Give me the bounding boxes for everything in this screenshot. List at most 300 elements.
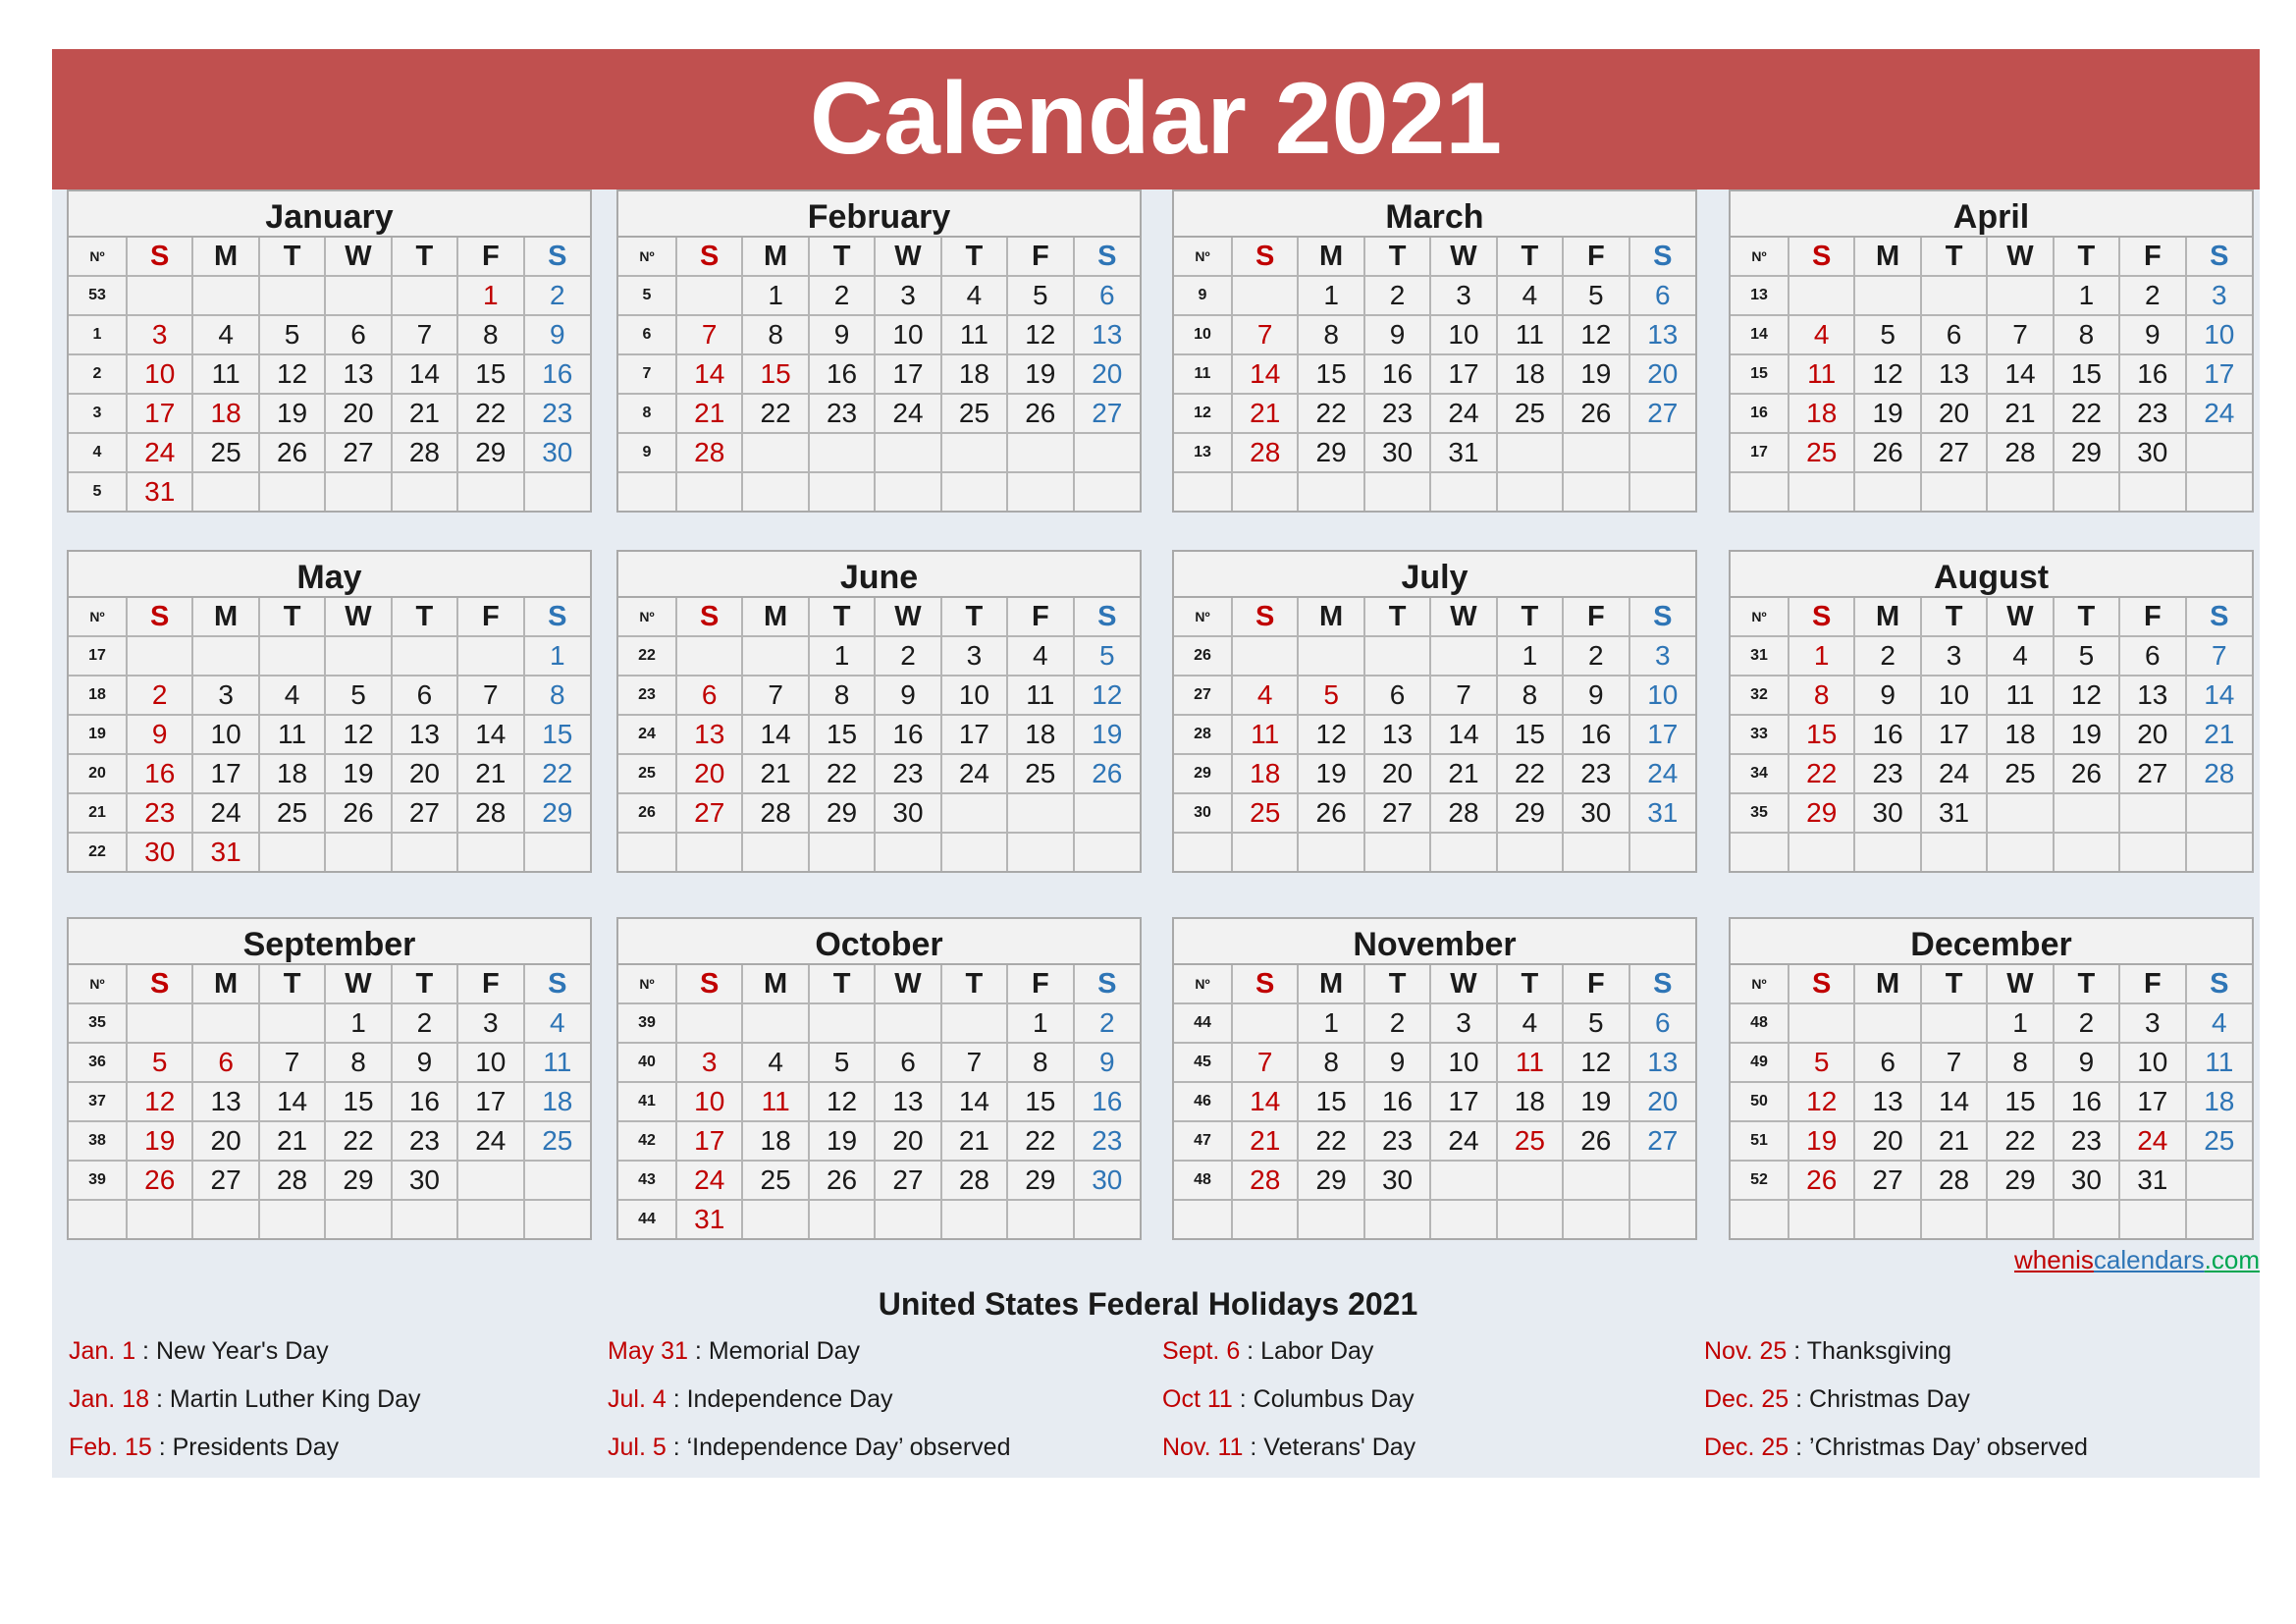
day-cell	[742, 636, 808, 676]
weekday-header: W	[325, 598, 391, 636]
day-cell	[941, 472, 1007, 511]
day-cell: 20	[1921, 394, 1987, 433]
day-cell: 5	[1563, 1003, 1629, 1043]
day-cell: 14	[1921, 1082, 1987, 1121]
day-cell	[1789, 276, 1854, 315]
holiday-item	[608, 1434, 1010, 1482]
day-cell: 27	[192, 1161, 258, 1200]
week-number: 41	[618, 1082, 676, 1121]
week-number	[1174, 472, 1232, 511]
month-table	[1174, 238, 1695, 511]
day-cell: 17	[1629, 715, 1695, 754]
day-cell: 7	[1232, 315, 1298, 354]
day-cell	[1921, 833, 1987, 871]
day-cell	[1921, 276, 1987, 315]
holiday-date: Nov. 11	[1162, 1434, 1244, 1461]
day-cell	[192, 636, 258, 676]
day-cell	[392, 472, 457, 511]
day-cell: 13	[192, 1082, 258, 1121]
day-cell	[1629, 472, 1695, 511]
day-cell	[941, 793, 1007, 833]
weekday-header: S	[127, 238, 192, 276]
weekday-header: M	[742, 965, 808, 1003]
week-number-header: Nº	[1174, 598, 1232, 636]
day-cell: 25	[742, 1161, 808, 1200]
day-cell: 3	[2119, 1003, 2185, 1043]
weekday-header: M	[742, 598, 808, 636]
weekday-header: S	[1232, 598, 1298, 636]
holiday-name: ’Christmas Day’ observed	[1809, 1434, 2088, 1461]
week-row	[1731, 715, 2252, 754]
day-cell: 7	[1921, 1043, 1987, 1082]
month-april	[1729, 189, 2254, 513]
day-cell: 7	[457, 676, 523, 715]
day-cell: 30	[127, 833, 192, 871]
week-row	[618, 394, 1140, 433]
day-cell	[1364, 1200, 1430, 1238]
day-cell	[2054, 793, 2119, 833]
weekday-header: F	[1563, 965, 1629, 1003]
day-cell: 13	[1364, 715, 1430, 754]
day-cell	[742, 1003, 808, 1043]
week-number	[1731, 833, 1789, 871]
day-cell: 6	[676, 676, 742, 715]
week-row	[1731, 472, 2252, 511]
weekday-header: S	[1789, 965, 1854, 1003]
day-cell	[457, 1161, 523, 1200]
week-row	[1731, 1161, 2252, 1200]
week-row	[1174, 354, 1695, 394]
weekday-header: S	[524, 965, 590, 1003]
day-cell: 14	[1987, 354, 2053, 394]
day-cell	[1563, 472, 1629, 511]
day-cell: 28	[392, 433, 457, 472]
day-cell: 13	[1629, 1043, 1695, 1082]
day-cell: 18	[1232, 754, 1298, 793]
day-cell: 23	[1364, 394, 1430, 433]
website-part-2[interactable]: calendars	[2093, 1245, 2205, 1274]
day-cell	[2119, 1200, 2185, 1238]
weekday-header-row	[618, 238, 1140, 276]
day-cell: 16	[2054, 1082, 2119, 1121]
day-cell	[1563, 833, 1629, 871]
week-number: 29	[1174, 754, 1232, 793]
calendar-title: Calendar 2021	[809, 62, 1503, 176]
week-number: 10	[1174, 315, 1232, 354]
weekday-header: F	[1007, 965, 1073, 1003]
day-cell: 8	[1007, 1043, 1073, 1082]
day-cell: 23	[875, 754, 940, 793]
day-cell: 12	[127, 1082, 192, 1121]
day-cell	[457, 472, 523, 511]
weekday-header: F	[1007, 238, 1073, 276]
weekday-header-row	[1731, 598, 2252, 636]
day-cell: 6	[1854, 1043, 1920, 1082]
week-row	[1174, 433, 1695, 472]
day-cell: 27	[1629, 394, 1695, 433]
day-cell: 11	[259, 715, 325, 754]
month-table	[69, 238, 590, 511]
day-cell: 22	[524, 754, 590, 793]
day-cell: 14	[742, 715, 808, 754]
month-table	[1174, 598, 1695, 871]
week-row	[1174, 636, 1695, 676]
day-cell: 30	[524, 433, 590, 472]
day-cell: 10	[1430, 315, 1496, 354]
weekday-header: S	[1629, 238, 1695, 276]
day-cell	[1007, 433, 1073, 472]
month-title: August	[1731, 552, 2252, 598]
week-row	[1731, 394, 2252, 433]
week-row	[1731, 1082, 2252, 1121]
day-cell: 21	[1232, 394, 1298, 433]
day-cell: 10	[1921, 676, 1987, 715]
week-row	[69, 754, 590, 793]
day-cell: 26	[325, 793, 391, 833]
weekday-header: M	[192, 598, 258, 636]
day-cell: 1	[457, 276, 523, 315]
day-cell: 7	[742, 676, 808, 715]
day-cell: 1	[742, 276, 808, 315]
weekday-header: S	[1629, 598, 1695, 636]
day-cell: 24	[875, 394, 940, 433]
day-cell: 5	[2054, 636, 2119, 676]
website-link[interactable]	[2014, 1245, 2260, 1275]
week-row	[69, 1043, 590, 1082]
day-cell: 14	[2186, 676, 2252, 715]
day-cell: 23	[1364, 1121, 1430, 1161]
month-january	[67, 189, 592, 513]
day-cell: 7	[676, 315, 742, 354]
day-cell: 10	[192, 715, 258, 754]
week-row	[69, 676, 590, 715]
day-cell: 26	[1563, 394, 1629, 433]
day-cell: 30	[392, 1161, 457, 1200]
weekday-header: T	[1921, 238, 1987, 276]
day-cell: 18	[1789, 394, 1854, 433]
week-row	[69, 1121, 590, 1161]
day-cell: 12	[1298, 715, 1363, 754]
week-number: 12	[1174, 394, 1232, 433]
week-number: 13	[1174, 433, 1232, 472]
week-row	[618, 1121, 1140, 1161]
weekday-header: F	[1563, 238, 1629, 276]
day-cell	[1563, 1161, 1629, 1200]
week-row	[69, 1161, 590, 1200]
day-cell: 31	[127, 472, 192, 511]
week-row	[1731, 315, 2252, 354]
weekday-header: M	[742, 238, 808, 276]
weekday-header: T	[941, 965, 1007, 1003]
week-row	[618, 1200, 1140, 1238]
day-cell: 12	[809, 1082, 875, 1121]
day-cell	[1298, 1200, 1363, 1238]
weekday-header: T	[1921, 965, 1987, 1003]
week-number: 9	[1174, 276, 1232, 315]
day-cell: 21	[1921, 1121, 1987, 1161]
day-cell: 9	[1364, 1043, 1430, 1082]
week-row	[618, 315, 1140, 354]
month-title: May	[69, 552, 590, 598]
day-cell: 25	[1789, 433, 1854, 472]
day-cell: 31	[2119, 1161, 2185, 1200]
week-number: 2	[69, 354, 127, 394]
day-cell	[259, 636, 325, 676]
weekday-header: T	[392, 598, 457, 636]
week-number: 43	[618, 1161, 676, 1200]
day-cell	[325, 833, 391, 871]
day-cell: 20	[2119, 715, 2185, 754]
day-cell	[2186, 1161, 2252, 1200]
day-cell	[2054, 472, 2119, 511]
day-cell: 21	[1987, 394, 2053, 433]
week-row	[1731, 636, 2252, 676]
day-cell: 20	[1854, 1121, 1920, 1161]
week-row	[1174, 676, 1695, 715]
day-cell: 2	[392, 1003, 457, 1043]
day-cell	[1430, 472, 1496, 511]
week-number: 11	[1174, 354, 1232, 394]
month-table	[1174, 965, 1695, 1238]
day-cell	[1007, 472, 1073, 511]
day-cell: 9	[127, 715, 192, 754]
day-cell: 25	[1987, 754, 2053, 793]
day-cell: 29	[1497, 793, 1563, 833]
holiday-column	[1704, 1337, 2088, 1482]
day-cell: 26	[1789, 1161, 1854, 1200]
day-cell: 30	[1563, 793, 1629, 833]
holiday-item	[608, 1385, 1010, 1434]
day-cell: 28	[2186, 754, 2252, 793]
day-cell: 11	[192, 354, 258, 394]
week-row	[618, 472, 1140, 511]
week-row	[618, 1082, 1140, 1121]
week-number: 23	[618, 676, 676, 715]
weekday-header: M	[1854, 238, 1920, 276]
day-cell: 16	[524, 354, 590, 394]
day-cell: 21	[1232, 1121, 1298, 1161]
week-row	[618, 833, 1140, 871]
website-part-3[interactable]: .com	[2204, 1245, 2260, 1274]
day-cell	[742, 433, 808, 472]
month-february	[616, 189, 1142, 513]
day-cell: 1	[1789, 636, 1854, 676]
day-cell: 29	[1298, 1161, 1363, 1200]
month-december	[1729, 917, 2254, 1240]
holiday-separator: :	[1787, 1337, 1807, 1365]
day-cell: 25	[2186, 1121, 2252, 1161]
weekday-header-row	[1174, 965, 1695, 1003]
day-cell: 28	[742, 793, 808, 833]
day-cell	[1854, 1200, 1920, 1238]
day-cell	[1232, 276, 1298, 315]
day-cell: 1	[1298, 1003, 1363, 1043]
day-cell: 25	[192, 433, 258, 472]
day-cell	[524, 1161, 590, 1200]
month-table	[618, 965, 1140, 1238]
day-cell: 19	[1298, 754, 1363, 793]
weekday-header: T	[259, 598, 325, 636]
day-cell: 23	[1074, 1121, 1140, 1161]
day-cell	[875, 833, 940, 871]
day-cell: 16	[1854, 715, 1920, 754]
week-number	[1731, 1200, 1789, 1238]
weekday-header: M	[1854, 965, 1920, 1003]
day-cell: 24	[192, 793, 258, 833]
weekday-header: W	[1987, 965, 2053, 1003]
day-cell	[2054, 1200, 2119, 1238]
holiday-name: Memorial Day	[708, 1337, 861, 1365]
holiday-separator: :	[666, 1434, 687, 1461]
day-cell: 26	[1854, 433, 1920, 472]
holiday-name: New Year's Day	[155, 1337, 329, 1365]
weekday-header: S	[1789, 238, 1854, 276]
holiday-date: Dec. 25	[1704, 1434, 1789, 1461]
week-row	[1731, 1003, 2252, 1043]
week-number: 48	[1174, 1161, 1232, 1200]
week-row	[69, 636, 590, 676]
day-cell	[941, 1003, 1007, 1043]
month-title: April	[1731, 191, 2252, 238]
day-cell: 8	[457, 315, 523, 354]
day-cell: 15	[457, 354, 523, 394]
day-cell	[875, 1003, 940, 1043]
holiday-name: Presidents Day	[172, 1434, 340, 1461]
day-cell: 15	[524, 715, 590, 754]
day-cell: 23	[2119, 394, 2185, 433]
weekday-header-row	[1731, 965, 2252, 1003]
day-cell	[1007, 833, 1073, 871]
week-row	[1174, 833, 1695, 871]
weekday-header: T	[809, 965, 875, 1003]
weekday-header: F	[2119, 238, 2185, 276]
week-row	[1174, 1043, 1695, 1082]
day-cell: 3	[1921, 636, 1987, 676]
day-cell	[392, 1200, 457, 1238]
month-title: November	[1174, 919, 1695, 965]
day-cell: 15	[1298, 1082, 1363, 1121]
day-cell: 10	[941, 676, 1007, 715]
day-cell: 14	[1430, 715, 1496, 754]
day-cell	[1629, 1161, 1695, 1200]
week-number: 4	[69, 433, 127, 472]
day-cell: 5	[1789, 1043, 1854, 1082]
weekday-header: W	[325, 965, 391, 1003]
day-cell: 18	[259, 754, 325, 793]
day-cell: 15	[1298, 354, 1363, 394]
day-cell: 27	[1854, 1161, 1920, 1200]
day-cell	[1364, 833, 1430, 871]
day-cell: 17	[2119, 1082, 2185, 1121]
day-cell: 22	[1987, 1121, 2053, 1161]
weekday-header: S	[2186, 238, 2252, 276]
website-part-1[interactable]: whenis	[2013, 1245, 2094, 1274]
weekday-header: F	[2119, 598, 2185, 636]
weekday-header: T	[259, 965, 325, 1003]
day-cell: 24	[1430, 394, 1496, 433]
holiday-name: ‘Independence Day’ observed	[686, 1434, 1011, 1461]
day-cell: 6	[192, 1043, 258, 1082]
week-row	[618, 276, 1140, 315]
weekday-header: T	[1364, 965, 1430, 1003]
day-cell: 14	[676, 354, 742, 394]
day-cell: 17	[127, 394, 192, 433]
week-number: 1	[69, 315, 127, 354]
day-cell: 3	[1629, 636, 1695, 676]
week-number: 17	[69, 636, 127, 676]
day-cell: 12	[325, 715, 391, 754]
day-cell: 8	[1789, 676, 1854, 715]
day-cell	[1987, 793, 2053, 833]
week-row	[69, 354, 590, 394]
day-cell: 7	[1232, 1043, 1298, 1082]
day-cell	[1074, 472, 1140, 511]
week-row	[1174, 1082, 1695, 1121]
month-table	[1731, 965, 2252, 1238]
week-number: 39	[618, 1003, 676, 1043]
day-cell	[1629, 433, 1695, 472]
day-cell	[2186, 793, 2252, 833]
day-cell: 14	[1232, 1082, 1298, 1121]
day-cell	[259, 1200, 325, 1238]
month-title: October	[618, 919, 1140, 965]
week-row	[1174, 472, 1695, 511]
day-cell: 28	[676, 433, 742, 472]
day-cell	[524, 833, 590, 871]
day-cell: 19	[127, 1121, 192, 1161]
day-cell: 4	[1497, 1003, 1563, 1043]
month-table	[1731, 598, 2252, 871]
day-cell	[259, 276, 325, 315]
day-cell	[392, 276, 457, 315]
week-row	[1174, 276, 1695, 315]
day-cell	[1364, 636, 1430, 676]
day-cell: 27	[875, 1161, 940, 1200]
day-cell: 17	[457, 1082, 523, 1121]
weekday-header-row	[618, 965, 1140, 1003]
week-number: 34	[1731, 754, 1789, 793]
day-cell: 9	[1364, 315, 1430, 354]
week-row	[1174, 1003, 1695, 1043]
week-number: 48	[1731, 1003, 1789, 1043]
day-cell: 16	[875, 715, 940, 754]
day-cell: 28	[941, 1161, 1007, 1200]
week-number-header: Nº	[618, 598, 676, 636]
day-cell: 28	[457, 793, 523, 833]
day-cell: 31	[676, 1200, 742, 1238]
day-cell: 5	[1074, 636, 1140, 676]
day-cell	[1987, 276, 2053, 315]
day-cell: 2	[875, 636, 940, 676]
day-cell: 16	[2119, 354, 2185, 394]
day-cell: 7	[1430, 676, 1496, 715]
day-cell: 21	[676, 394, 742, 433]
weekday-header: S	[1629, 965, 1695, 1003]
day-cell: 12	[1563, 1043, 1629, 1082]
day-cell: 12	[1789, 1082, 1854, 1121]
day-cell	[1007, 1200, 1073, 1238]
day-cell: 22	[325, 1121, 391, 1161]
weekday-header: T	[1921, 598, 1987, 636]
week-row	[1174, 715, 1695, 754]
day-cell: 8	[1497, 676, 1563, 715]
day-cell	[325, 472, 391, 511]
day-cell: 2	[1854, 636, 1920, 676]
month-title: June	[618, 552, 1140, 598]
day-cell	[676, 1003, 742, 1043]
day-cell: 22	[1298, 394, 1363, 433]
day-cell: 1	[524, 636, 590, 676]
